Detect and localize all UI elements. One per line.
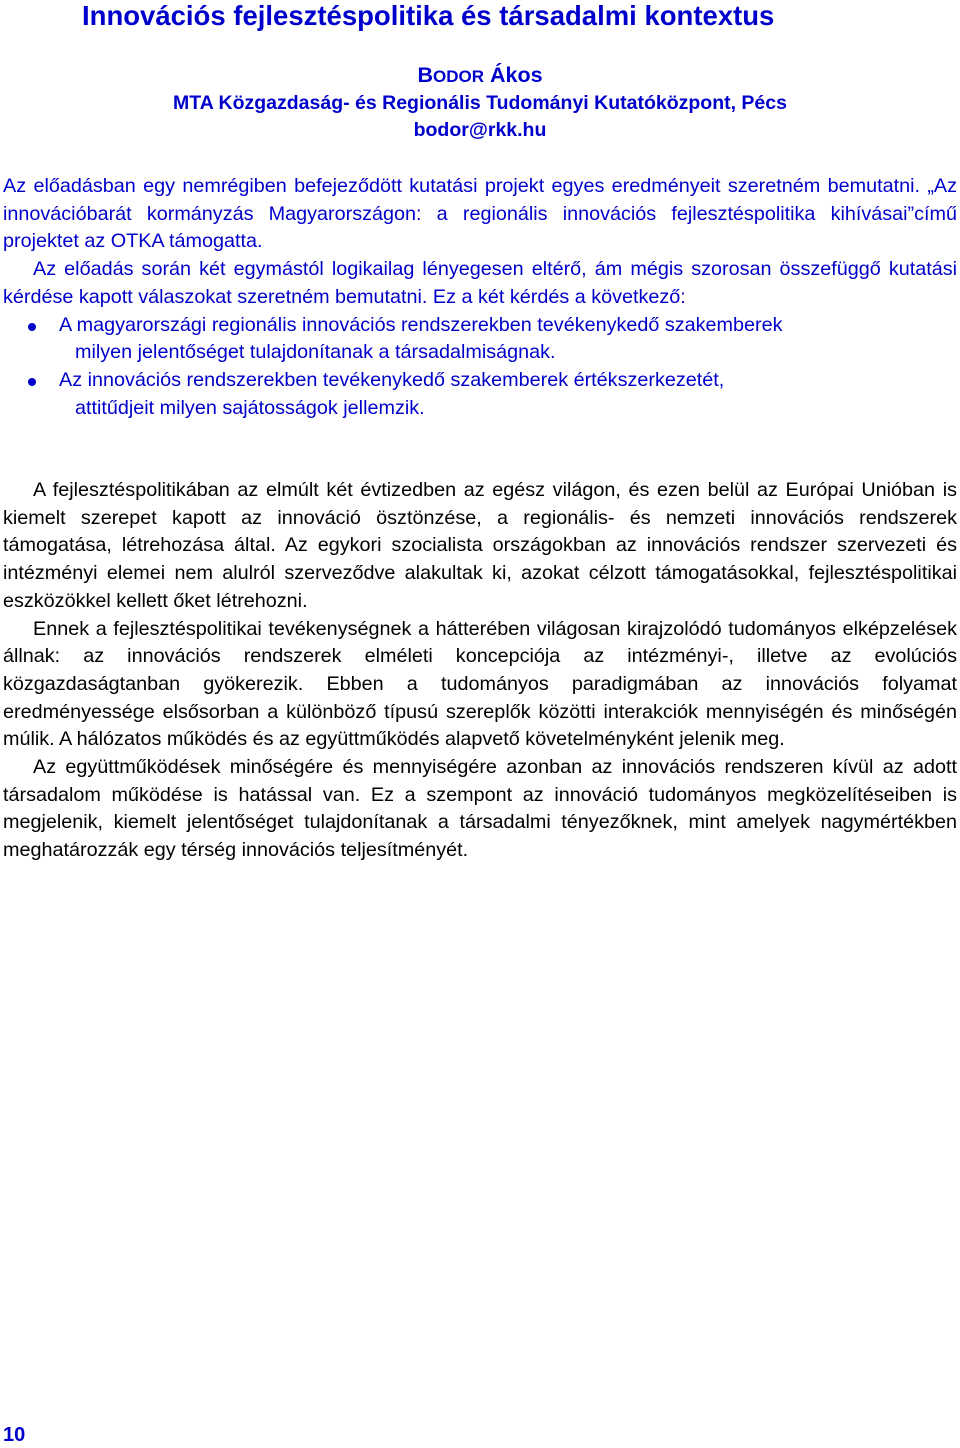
body-paragraph: Ennek a fejlesztéspolitikai tevékenységnek a hátterében világosan kirajzolódó tudományos elképzelések állnak: az innovációs rendszerek elméleti koncepciója az intézményi-, illetve az evolúciós közgazdaságtanban gyökerezik. Ebben a tudományos paradigmában az innovációs folyamat eredményessége elsősorban a különböző típusú szereplők közötti interakciók mennyiségén és minőségén múlik. A hálózatos működés és az együttműködés alapvető követelményként jelenik meg.	[3, 617, 957, 751]
list-item: Az innovációs rendszerekben tevékenykedő szakemberek értékszerkezetét, attitűdjeit milyen sajátosságok jellemzik.	[3, 367, 957, 422]
author-email: bodor@rkk.hu	[413, 119, 547, 141]
page-title: Innovációs fejlesztéspolitika és társadalmi kontextus	[82, 0, 775, 31]
list-item: A magyarországi regionális innovációs rendszerekben tevékenykedő szakemberek milyen jelentőséget tulajdonítanak a társadalmiságnak.	[3, 312, 957, 367]
author-block	[0, 62, 960, 144]
page-number: 10	[3, 1424, 26, 1446]
abstract-paragraph: Az előadás során két egymástól logikailag lényegesen eltérő, ám mégis szorosan összefüggő kutatási kérdése kapott válaszokat szeretném bemutatni. Ez a két kérdés a következő:	[3, 258, 957, 308]
abstract-paragraph: Az előadásban egy nemrégiben befejeződött kutatási projekt egyes eredményeit szeretném bemutatni. „Az innovációbarát kormányzás Magyarországon: a regionális innovációs fejlesztéspolitika kihívásai”című projektet az OTKA támogatta.	[3, 175, 957, 253]
bullet-icon	[28, 378, 36, 386]
abstract	[3, 173, 957, 422]
author-institution: MTA Közgazdaság- és Regionális Tudományi Kutatóközpont, Pécs	[173, 92, 787, 114]
main-text	[3, 477, 957, 865]
bullet-icon	[28, 323, 36, 331]
body-paragraph: Az együttműködések minőségére és mennyiségére azonban az innovációs rendszeren kívül az adott társadalom működése is hatással van. Ez a szempont az innováció tudományos megközelítéseiben is megjelenik, kiemelt jelentőséget tulajdonítanak a társadalmi tényezőknek, mint amelyek nagymértékben meghatározzák egy térség innovációs teljesítményét.	[3, 756, 957, 862]
question-list	[3, 312, 957, 423]
body-paragraph: A fejlesztéspolitikában az elmúlt két évtizedben az egész világon, és ezen belül az Európai Unióban is kiemelt szerepet kapott az innováció ösztönzése, a regionális- és nemzeti innovációs rendszerek támogatása, létrehozása által. Az egykori szocialista országokban az innovációs rendszer szervezeti és intézményi elemei nem alulról szerveződve alakultak ki, azokat célzott támogatásokkal, fejlesztéspolitikai eszközökkel kellett őket létrehozni.	[3, 479, 957, 612]
author-name: BODOR Ákos	[417, 63, 543, 87]
